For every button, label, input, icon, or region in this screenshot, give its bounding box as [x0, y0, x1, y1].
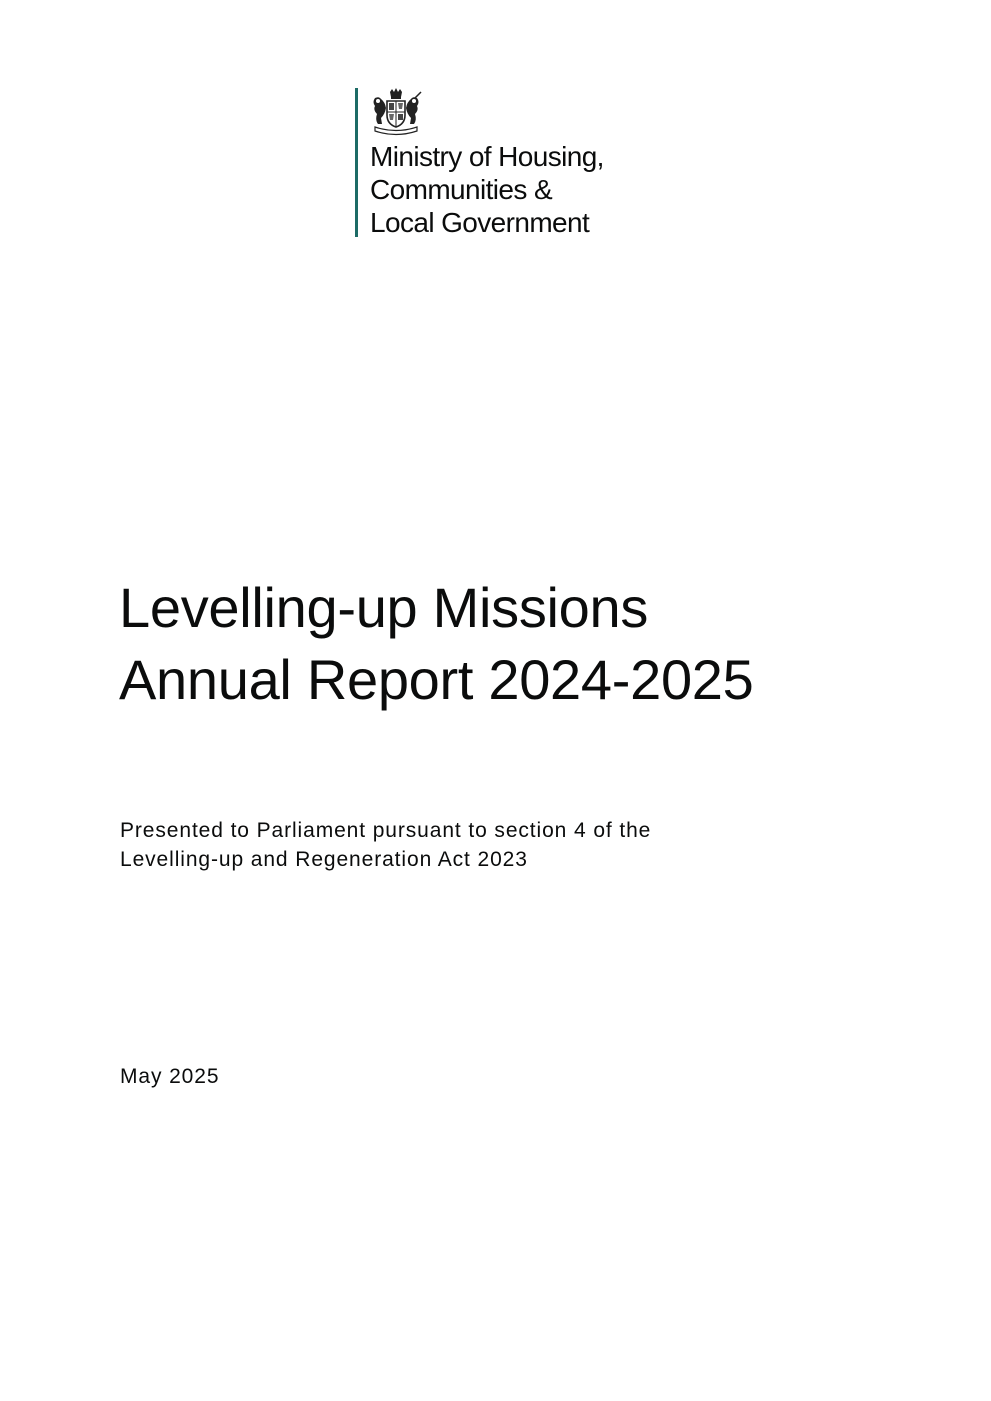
presentation-statement: [120, 816, 651, 874]
presentation-line-2: Levelling-up and Regeneration Act 2023: [120, 848, 528, 871]
org-name-line-2: Communities &: [370, 174, 553, 205]
org-name-line-1: Ministry of Housing,: [370, 141, 604, 172]
logo-rule: [355, 88, 358, 237]
title-line-2: Annual Report 2024-2025: [119, 648, 754, 711]
royal-coat-of-arms-icon: [369, 88, 423, 136]
title-line-1: Levelling-up Missions: [119, 576, 649, 639]
document-title: [119, 572, 753, 716]
department-logo: [355, 88, 655, 237]
organisation-name: [370, 140, 604, 239]
presentation-line-1: Presented to Parliament pursuant to section 4 of the: [120, 819, 652, 842]
publication-date: May 2025: [120, 1065, 220, 1088]
org-name-line-3: Local Government: [370, 207, 590, 238]
